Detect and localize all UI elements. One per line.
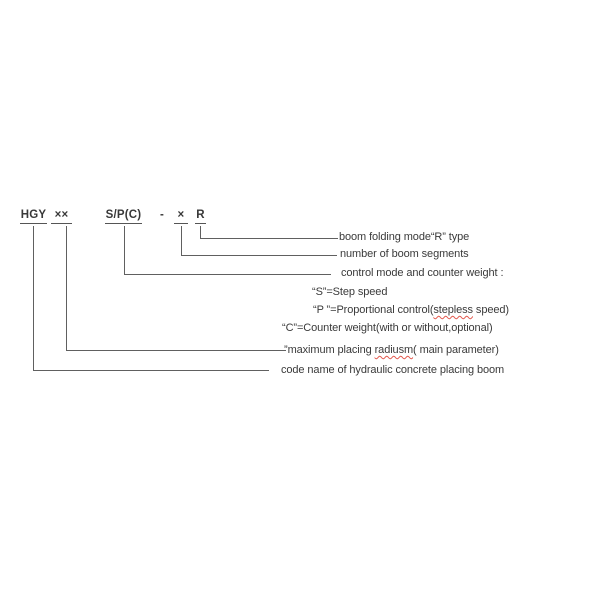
model-code-segment-spc: S/P(C) [105, 209, 142, 224]
label-max-placing-radius [284, 344, 499, 356]
label-code-name [281, 364, 504, 376]
label-proportional-control-tail: speed) [472, 304, 509, 316]
model-code-segment-hgy: HGY [20, 209, 47, 224]
connector-code-name [33, 226, 269, 371]
spellcheck-wavy-underline-radiusm: radiusm [374, 344, 414, 356]
model-code-segment-x: × [174, 209, 188, 224]
label-proportional-control-text: “P ”=Proportional control( [313, 304, 434, 316]
model-code-segment-radius-xx: ×× [51, 209, 72, 224]
label-max-placing-radius-tail: ( main parameter) [413, 344, 499, 356]
label-step-speed-text: “S”=Step speed [312, 286, 388, 298]
label-control-mode-text: control mode and counter weight : [341, 267, 504, 279]
model-code-segment-r: R [195, 209, 206, 224]
label-code-name-text: code name of hydraulic concrete placing boom [281, 364, 505, 376]
label-control-mode [341, 267, 503, 279]
label-folding-mode-text: boom folding mode“R” type [339, 231, 470, 243]
label-proportional-control [313, 304, 509, 316]
label-boom-segments-text: number of boom segments [340, 248, 469, 260]
label-boom-segments [340, 248, 469, 260]
label-counter-weight-text: “C”=Counter weight(with or without,optional) [282, 322, 493, 334]
label-max-placing-radius-text: ”maximum placing [284, 344, 375, 356]
spellcheck-wavy-underline-stepless: stepless [433, 304, 473, 316]
label-folding-mode [339, 231, 469, 243]
label-counter-weight [282, 322, 493, 334]
label-step-speed [312, 286, 387, 298]
model-code-separator-dash: - [159, 209, 165, 221]
